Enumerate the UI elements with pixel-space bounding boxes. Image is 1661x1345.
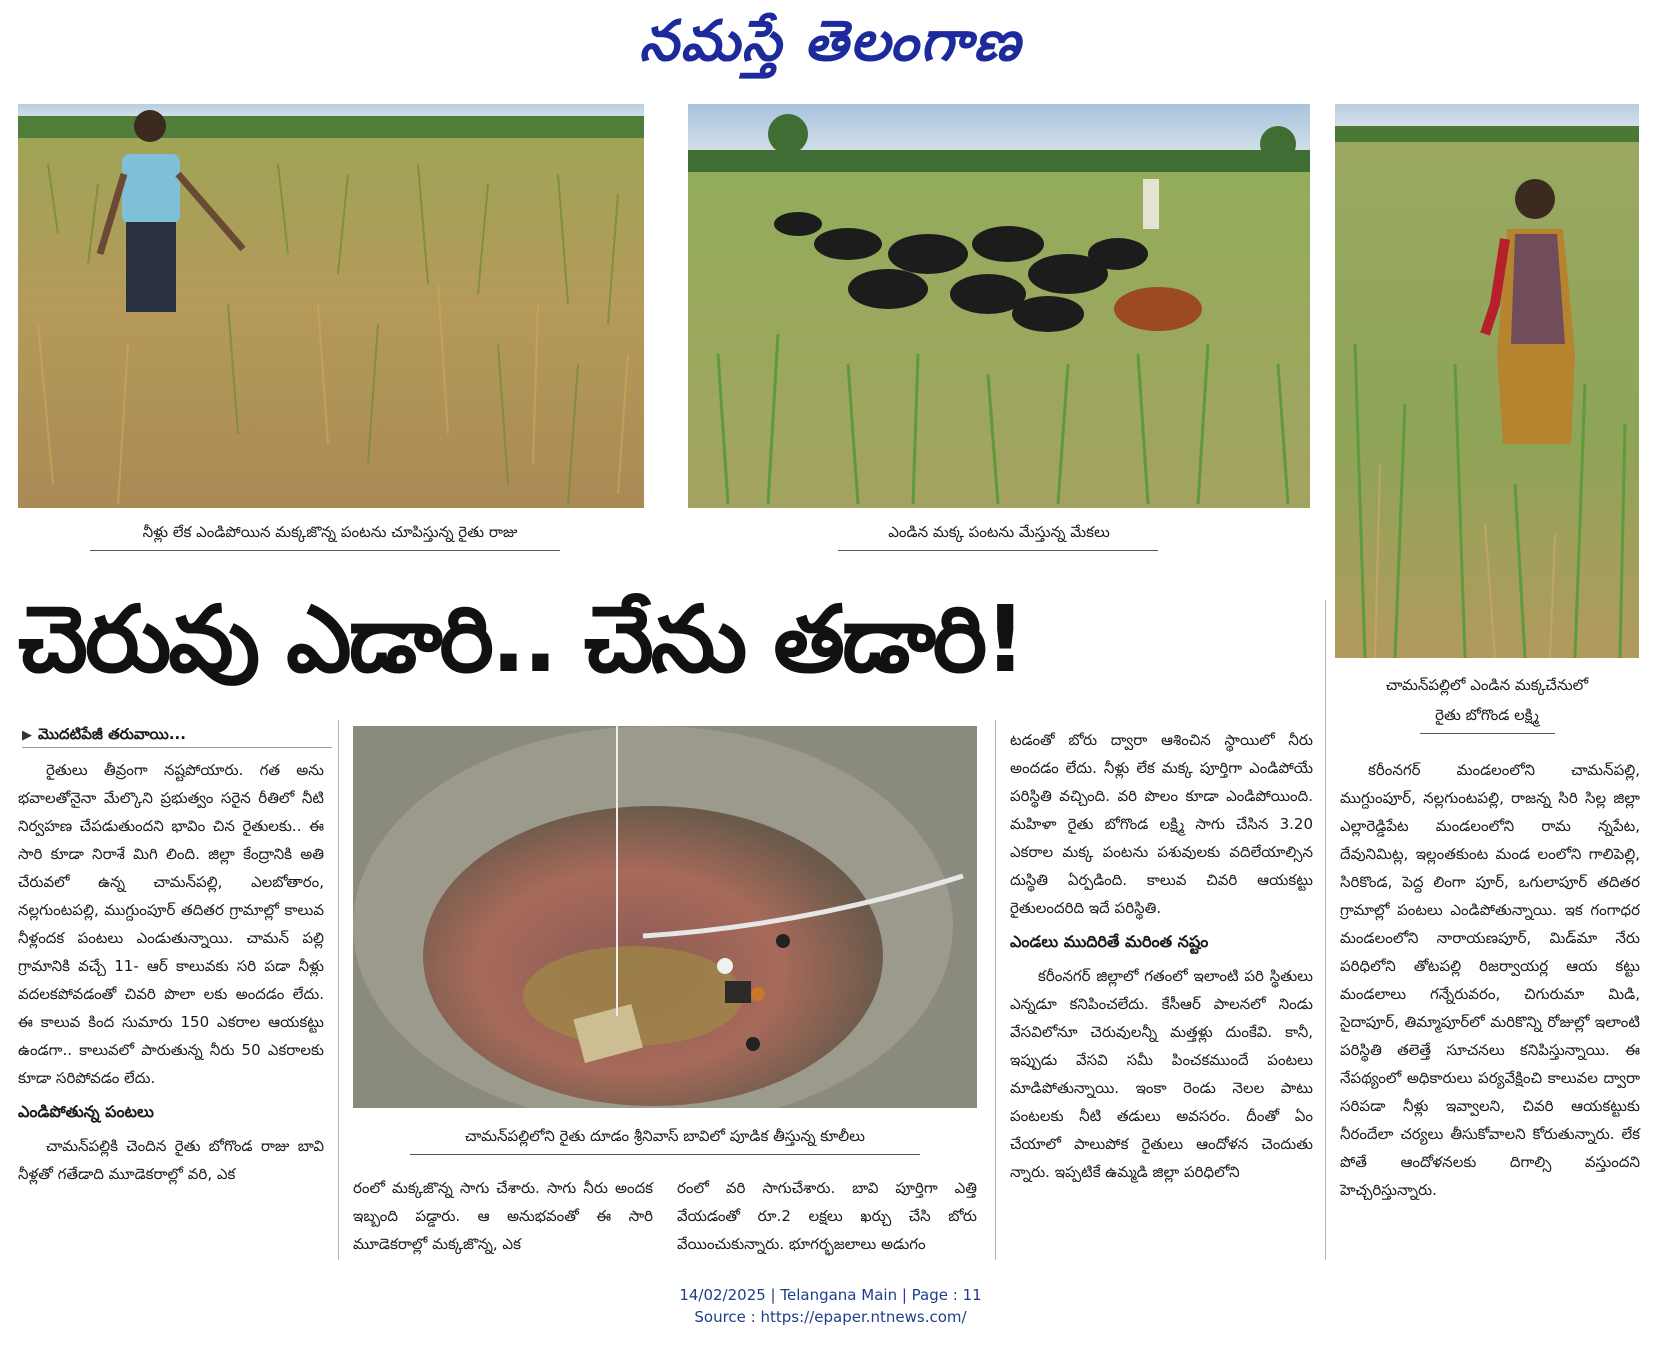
article-column-5 xyxy=(1340,756,1640,1204)
goats-image xyxy=(688,104,1310,508)
col1-paragraph-1: రైతులు తీవ్రంగా నష్టపోయారు. గత అను భవాలతోనైనా మేల్కొని ప్రభుత్వం సరైన రీతిలో నీటి నిర్వహణ చేపడుతుందని భావిం చిన రైతులకు.. ఈ సారి కూడా నిరాశే మిగి లింది. జిల్లా కేంద్రానికి అతి చేరువలో ఉన్న చామన్‌పల్లి, ఎలబోతారం, నల్లగుంటపల్లి, ముగ్దుంపూర్‌ తదితర గ్రామాల్లో కాలువ నీళ్లందక పంటలు ఎండుతున్నాయి. చామన్ పల్లి గ్రామానికి వచ్చే 11- ఆర్‌ కాలువకు సరి పడా నీళ్లు వదలకపోవడంతో చివరి పొలా లకు అందడం లేదు. ఈ కాలువ కింద సుమారు 150 ఎకరాల ఆయకట్టు ఉండగా.. కాలువలో పారుతున్న నీరు 50 ఎకరాలకు కూడా సరిపోవడం లేదు. xyxy=(18,761,324,1087)
caption-goats: ఎండిన మక్క పంటను మేస్తున్న మేకలు xyxy=(888,523,1110,541)
article-column-4 xyxy=(1010,726,1313,1186)
well-image xyxy=(353,726,977,1108)
subhead-more-loss: ఎండలు ముదిరితే మరింత నష్టం xyxy=(1010,932,1209,951)
masthead-logo: నమస్తే తెలంగాణ xyxy=(639,8,1022,74)
caption-well: చామన్‌పల్లిలోని రైతు దూడం శ్రీనివాస్‌ బావిలో పూడిక తీస్తున్న కూలీలు xyxy=(465,1127,865,1145)
column-divider xyxy=(338,720,339,1260)
caption-farmer-raju: నీళ్లు లేక ఎండిపోయిన మక్కజొన్న పంటను చూపిస్తున్న రైతు రాజు xyxy=(142,523,518,541)
footer-date-page: 14/02/2025 | Telangana Main | Page : 11 xyxy=(679,1286,982,1304)
caption-rule xyxy=(90,550,560,551)
photo-farmer-raju xyxy=(18,104,644,508)
caption-rule xyxy=(1420,733,1555,734)
lakshmi-image xyxy=(1335,104,1639,658)
caption-lakshmi-line1: చామన్‌పల్లిలో ఎండిన మక్కచేనులో xyxy=(1385,676,1589,694)
col2-paragraph-1: రంలో మక్కజొన్న సాగు చేశారు. సాగు నీరు అందక ఇబ్బంది పడ్డారు. ఆ అనుభవంతో ఈ సారి మూడెకరాల్లో మక్కజొన్న, ఎక xyxy=(353,1179,653,1253)
col1-paragraph-2: చామన్‌పల్లికి చెందిన రైతు బోగొండ రాజు బావి నీళ్లతో గతేడాది మూడెకరాల్లో వరి, ఎక xyxy=(18,1137,324,1183)
col3-paragraph-1: రంలో వరి సాగుచేశారు. బావి పూర్తిగా ఎత్తి వేయడంతో రూ.2 లక్షలు ఖర్చు చేసి బోరు వేయించుకున్నారు. భూగర్భజలాలు అడుగం xyxy=(677,1179,977,1253)
jump-rule xyxy=(22,747,332,748)
article-column-3 xyxy=(677,1174,977,1258)
col5-paragraph-1: కరీంనగర్‌ మండలంలోని చామన్‌పల్లి, ముగ్దుంపూర్‌, నల్లగుంటపల్లి, రాజన్న సిరి సిల్ల జిల్లా ఎల్లారెడ్డిపేట మండలంలోని రామ న్నపేట, దేవునిమిట్ల, ఇల్లంతకుంట మండ లంలోని గాలిపెల్లి, సిరికొండ, పెద్ద లింగా పూర్‌, ఒగులాపూర్‌ తదితర గ్రామాల్లో పంటలు ఎండిపోతున్నాయి. ఇక గంగాధర మండలంలోని నారాయణపూర్‌, మిడ్‌మా నేరు పరిధిలోని తోటపల్లి రిజర్వాయర్ల ఆయ కట్టు మండలాలు గన్నేరువరం, చిగురుమా మిడి, సైదాపూర్‌, తిమ్మాపూర్‌లో మరికొన్ని రోజుల్లో ఇలాంటి పరిస్థితి తలెత్తే సూచనలు కనిపిస్తున్నాయి. ఈ నేపథ్యంలో అధికారులు పర్యవేక్షించి కాలువల ద్వారా సరిపడా నీళ్లు ఇవ్వాలని, చివరి ఆయకట్టుకు నీరందేలా చర్యలు తీసుకోవాలని కోరుతున్నారు. లేక పోతే ఆందోళనలకు దిగాల్సి వస్తుందని హెచ్చరిస్తున్నారు. xyxy=(1340,761,1640,1199)
caption-rule xyxy=(838,550,1158,551)
article-column-1 xyxy=(18,756,324,1188)
continued-from-label xyxy=(22,722,342,748)
caption-lakshmi-line2: రైతు బోగొండ లక్ష్మి xyxy=(1435,706,1539,724)
column-divider xyxy=(1325,600,1326,1260)
article-column-2 xyxy=(353,1174,653,1258)
headline: చెరువు ఎడారి.. చేను తడారి! xyxy=(18,586,1024,693)
continued-text: మొదటిపేజీ తరువాయి... xyxy=(38,725,186,743)
farmer-raju-image xyxy=(18,104,644,508)
caption-rule xyxy=(410,1154,920,1155)
triangle-icon: ▶ xyxy=(22,728,32,743)
photo-goats xyxy=(688,104,1310,508)
photo-lakshmi xyxy=(1335,104,1639,658)
subhead-crops-drying: ఎండిపోతున్న పంటలు xyxy=(18,1102,154,1121)
column-divider xyxy=(995,720,996,1260)
col4-paragraph-1: టడంతో బోరు ద్వారా ఆశించిన స్థాయిలో నీరు అందడం లేదు. నీళ్లు లేక మక్క పూర్తిగా ఎండిపోయే పరిస్థితి వచ్చింది. వరి పొలం కూడా ఎండిపోయింది. మహిళా రైతు బోగొండ లక్ష్మి సాగు చేసిన 3.20 ఎకరాల మక్క పంటను పశువులకు వదిలేయాల్సిన దుస్థితి ఏర్పడింది. కాలువ చివరి ఆయకట్టు రైతులందరిది ఇదే పరిస్థితి. xyxy=(1010,731,1313,917)
photo-well xyxy=(353,726,977,1108)
col4-paragraph-2: కరీంనగర్‌ జిల్లాలో గతంలో ఇలాంటి పరి స్థితులు ఎన్నడూ కనిపించలేదు. కేసీఆర్‌ పాలనలో నిండు వేసవిలోనూ చెరువులన్నీ మత్తళ్లు దుంకేవి. కానీ, ఇప్పుడు వేసవి సమీ పించకముందే పంటలు మాడిపోతున్నాయి. ఇంకా రెండు నెలల పాటు పంటలకు నీటి తడులు అవసరం. దీంతో ఏం చేయాలో పాలుపోక రైతులు ఆందోళన చెందుతు న్నారు. ఇప్పటికే ఉమ్మడి జిల్లా పరిధిలోని xyxy=(1010,967,1313,1181)
footer-source[interactable]: Source : https://epaper.ntnews.com/ xyxy=(694,1308,967,1326)
